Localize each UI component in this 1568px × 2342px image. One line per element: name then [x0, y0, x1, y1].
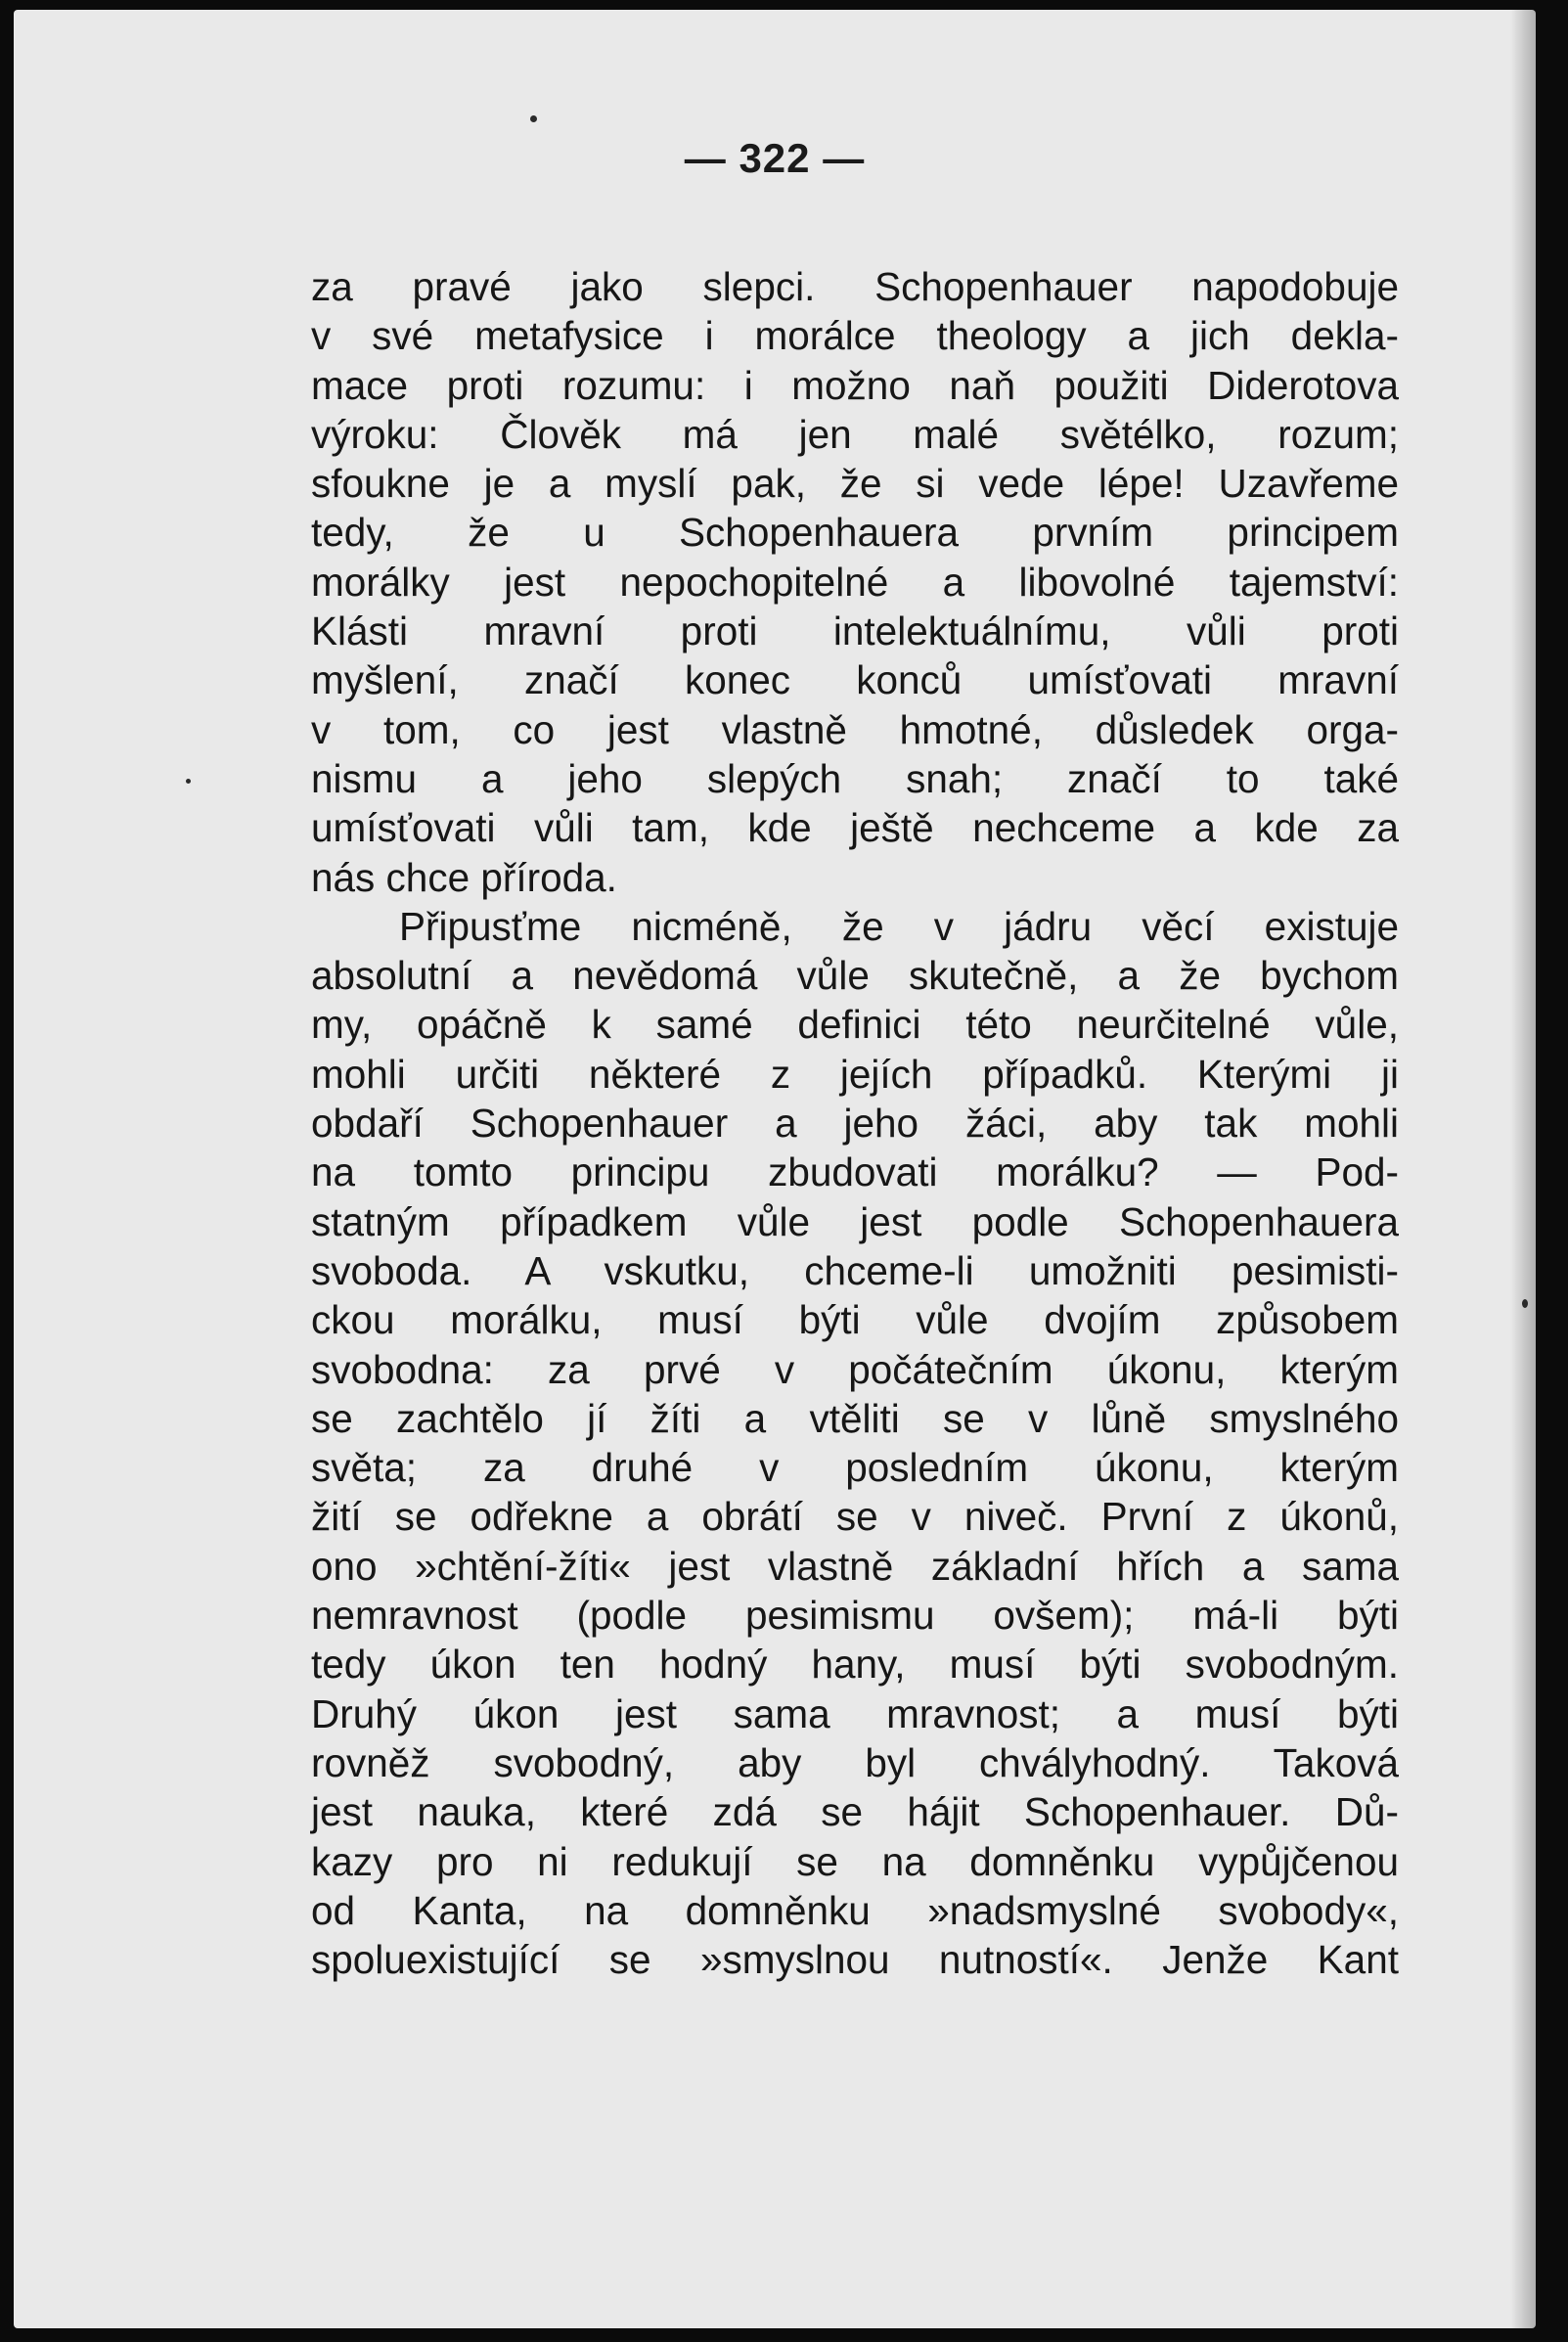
text-line: my, opáčně k samé definici této neurčitelné vůle, [311, 1002, 1399, 1048]
text-line: sfoukne je a myslí pak, že si vede lépe! Uzavřeme [311, 461, 1399, 507]
text-line: rovněž svobodný, aby byl chvályhodný. Taková [311, 1739, 1399, 1785]
text-line: v své metafysice i morálce theology a jich dekla- [311, 313, 1399, 359]
paragraph [311, 902, 1399, 1985]
text-line: nás chce příroda. [311, 854, 617, 900]
ink-speck [1522, 1299, 1528, 1308]
text-line: na tomto principu zbudovati morálku? — Pod- [311, 1149, 1399, 1195]
text-line: umísťovati vůli tam, kde ještě nechceme a kde za [311, 805, 1399, 851]
text-line: žití se odřekne a obrátí se v niveč. První z úkonů, [311, 1494, 1399, 1540]
ink-speck [186, 779, 191, 784]
text-line: jest nauka, které zdá se hájit Schopenhauer. Dů- [311, 1789, 1399, 1835]
text-line: se zachtělo jí žíti a vtěliti se v lůně smyslného [311, 1395, 1399, 1441]
text-line: v tom, co jest vlastně hmotné, důsledek orga- [311, 706, 1399, 752]
text-line: morálky jest nepochopitelné a libovolné tajemství: [311, 559, 1399, 605]
text-line: absolutní a nevědomá vůle skutečně, a že bychom [311, 953, 1399, 999]
text-line: tedy, že u Schopenhauera prvním principem [311, 510, 1399, 556]
text-line: ono »chtění-žíti« jest vlastně základní hřích a sama [311, 1543, 1399, 1589]
text-line: od Kanta, na domněnku »nadsmyslné svobody«, [311, 1887, 1399, 1933]
text-line: obdaří Schopenhauer a jeho žáci, aby tak mohli [311, 1101, 1399, 1147]
text-line: za pravé jako slepci. Schopenhauer napodobuje [311, 264, 1399, 309]
body-text [311, 262, 1399, 1984]
text-line: svobodna: za prvé v počátečním úkonu, kterým [311, 1346, 1399, 1392]
ink-speck [530, 115, 537, 122]
text-line: spoluexistující se »smyslnou nutností«. Jenže Kant [311, 1937, 1399, 1983]
paragraph [311, 262, 1399, 902]
page-number: — 322 — [684, 135, 866, 181]
text-line: mohli určiti některé z jejích případků. Kterými ji [311, 1051, 1399, 1097]
text-line: Připusťme nicméně, že v jádru věcí existuje [399, 903, 1399, 949]
text-line: Klásti mravní proti intelektuálnímu, vůli proti [311, 608, 1399, 654]
text-line: nismu a jeho slepých snah; značí to také [311, 755, 1399, 801]
text-line: statným případkem vůle jest podle Schopenhauera [311, 1198, 1399, 1244]
text-line: svoboda. A vskutku, chceme-li umožniti pesimisti- [311, 1247, 1399, 1293]
text-line: myšlení, značí konec konců umísťovati mravní [311, 657, 1399, 703]
text-line: výroku: Člověk má jen malé světélko, rozum; [311, 411, 1399, 457]
text-line: tedy úkon ten hodný hany, musí býti svobodným. [311, 1642, 1399, 1688]
text-line: nemravnost (podle pesimismu ovšem); má-li býti [311, 1593, 1399, 1639]
text-line: Druhý úkon jest sama mravnost; a musí býti [311, 1690, 1399, 1736]
text-line: světa; za druhé v posledním úkonu, kterým [311, 1445, 1399, 1491]
page-edge-shadow [1510, 10, 1536, 2328]
text-line: mace proti rozumu: i možno naň použiti Diderotova [311, 362, 1399, 408]
page-sheet [14, 10, 1536, 2328]
text-line: kazy pro ni redukují se na domněnku vypůjčenou [311, 1838, 1399, 1884]
text-line: ckou morálku, musí býti vůle dvojím způsobem [311, 1297, 1399, 1343]
